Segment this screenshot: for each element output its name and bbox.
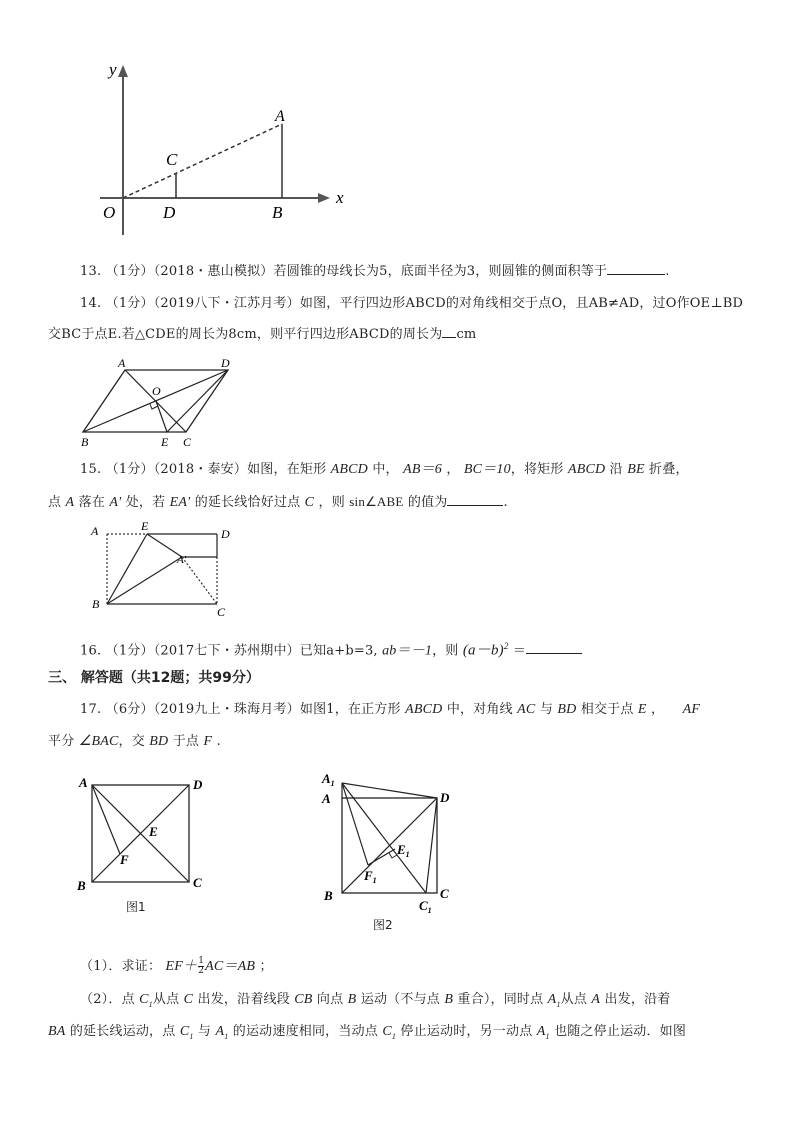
q17-part2-line1 [80, 990, 748, 1015]
label-a: A [275, 108, 285, 125]
label-d: D [221, 356, 230, 370]
label-b: B [92, 597, 100, 611]
label-e1: $E_1$ [397, 842, 410, 859]
label-a: A [91, 524, 99, 538]
q17-text: 于点 [172, 734, 200, 749]
q16-source: （2017七下・苏州期中） [153, 643, 300, 659]
q13-end: . [665, 264, 670, 279]
label-c: C [166, 150, 178, 169]
segment-a1-c1 [342, 783, 426, 893]
dotted-a1c [182, 557, 217, 604]
q14-source: （2019八下・江苏月考） [153, 296, 300, 311]
q17-p2-text: 停止运动时，另一动点 [400, 1024, 533, 1039]
label-o: O [152, 384, 161, 398]
q17-p2-text: 出发，沿着线段 [197, 992, 290, 1007]
q16-eq: ＝ [512, 643, 527, 659]
q15-be: BE [627, 462, 645, 477]
q17-p2-text: 与 [197, 1024, 212, 1039]
figure-2 [318, 765, 478, 915]
segment-b-d [342, 798, 437, 893]
q15-text: 点 [48, 495, 62, 510]
segment-ba1 [107, 557, 182, 604]
a1-symbol: $A_1$ [547, 992, 561, 1009]
q15-text: 处，若 [125, 495, 166, 510]
q13-answer-blank [607, 262, 665, 275]
q16-ab: ab＝－1 [382, 643, 433, 659]
b-symbol: B [347, 992, 357, 1007]
q15-a1: A' [109, 495, 122, 510]
q16-number: 16. [80, 643, 102, 659]
parallelogram-figure [78, 355, 238, 455]
q15-bc: BC＝10 [463, 462, 511, 477]
q15-number: 15. [80, 462, 102, 477]
q17-p2-text: 的延长线运动，点 [69, 1024, 176, 1039]
label-c: C [440, 886, 449, 901]
c1-symbol: $C_1$ [382, 1024, 397, 1041]
segment-d-c1 [426, 798, 437, 893]
segment-be [107, 534, 147, 604]
q15-text: 如图，在矩形 [247, 462, 327, 477]
q17-score: （6分） [105, 702, 154, 717]
q17-bd: BD [149, 734, 169, 749]
label-f1: $F_1$ [364, 868, 377, 885]
q13-source: （2018・惠山模拟） [153, 264, 274, 279]
q14-text1: 如图，平行四边形ABCD的对角线相交于点O，且AB≠AD，过O作OE⊥BD [299, 296, 744, 311]
q13-text: 若圆锥的母线长为5，底面半径为3，则圆锥的侧面积等于 [273, 264, 608, 279]
q17-text: ，交 [118, 734, 145, 749]
figure-2-caption: 图2 [373, 918, 393, 932]
question-16 [80, 636, 748, 661]
q17-af: AF [682, 702, 701, 717]
a1-symbol: $A_1$ [215, 1024, 229, 1041]
segment-af [92, 785, 120, 854]
dashed-oa [123, 124, 282, 198]
q17-number: 17. [80, 702, 102, 717]
q15-text: 沿 [609, 462, 623, 477]
figure-1 [72, 770, 222, 920]
label-b: B [272, 203, 283, 222]
y-arrow [118, 65, 128, 77]
q15-abcd: ABCD [330, 462, 368, 477]
label-c: C [217, 605, 226, 618]
label-a: A [322, 791, 331, 806]
q15-ab: AB＝6 [403, 462, 442, 477]
label-x: x [336, 188, 344, 207]
q17-part2-line2 [48, 1022, 748, 1047]
a-symbol: A [591, 992, 601, 1007]
q15-c: C [304, 495, 315, 510]
c1-symbol: $C_1$ [179, 1024, 194, 1041]
q17-p1-end: ； [259, 959, 273, 974]
q15-source: （2018・泰安） [153, 462, 248, 477]
q17-text: 平分 [48, 734, 75, 749]
q14-number: 14. [80, 296, 102, 311]
question-17-line1 [80, 700, 748, 720]
frac-num: 1 [198, 956, 205, 966]
q17-p2-text: 的运动速度相同，当动点 [232, 1024, 378, 1039]
label-f: F [120, 852, 129, 867]
q14-text2: 交BC于点E.若△CDE的周长为8cm，则平行四边形ABCD的周长为 [48, 327, 443, 342]
label-y: y [109, 60, 117, 79]
label-d: D [440, 790, 450, 805]
q17-p2-text: 也随之停止运动．如图 [554, 1024, 687, 1039]
q17-text: 相交于点 [580, 702, 634, 717]
q15-answer-blank [447, 493, 503, 506]
b-symbol: B [444, 992, 454, 1007]
q17-p2-text: 从点 [152, 992, 180, 1007]
q15-text: ，则 [318, 495, 345, 510]
cb-symbol: CB [294, 992, 313, 1007]
label-c: C [193, 875, 202, 890]
c-symbol: C [183, 992, 194, 1007]
q17-text: 如图1，在正方形 [299, 702, 401, 717]
segment-a1-f1 [342, 783, 368, 865]
question-15-line2 [48, 492, 748, 513]
q15-end: . [503, 495, 508, 510]
question-13 [80, 262, 748, 282]
label-b: B [77, 878, 86, 893]
q17-p2-text: 重合），同时点 [457, 992, 544, 1007]
q15-ea1: EA' [169, 495, 191, 510]
q15-text: ，将矩形 [510, 462, 564, 477]
q15-text: 中， [372, 462, 399, 477]
a1-symbol: $A_1$ [536, 1024, 550, 1041]
x-arrow [318, 193, 330, 203]
figure-1-caption: 图1 [126, 900, 146, 914]
q15-text: 的值为 [407, 495, 448, 510]
q15-text: 落在 [78, 495, 106, 510]
label-b: B [81, 435, 89, 449]
rectangle-fold-figure [85, 518, 245, 618]
q14-answer-blank [442, 325, 456, 338]
label-c1: $C_1$ [419, 898, 432, 915]
question-14-line1 [80, 294, 748, 314]
q16-expr: (a－b) [462, 642, 504, 659]
q17-p2-text: 出发，沿着 [604, 992, 671, 1007]
ba-symbol: BA [48, 1024, 66, 1039]
q17-bac: ∠BAC [78, 734, 119, 749]
label-a1: A' [177, 554, 187, 566]
q15-text: 折叠， [649, 462, 689, 477]
label-o: O [103, 203, 116, 222]
q16-score: （1分） [105, 643, 154, 659]
q17-f: F [203, 734, 213, 749]
q17-p2-text: 向点 [316, 992, 344, 1007]
q15-abcd: ABCD [567, 462, 606, 477]
q17-e: E [637, 702, 647, 717]
q17-bd: BD [557, 702, 577, 717]
q17-p1-rhs: AC＝AB [205, 959, 256, 974]
frac-den: 2 [198, 966, 205, 976]
q15-text: 的延长线恰好过点 [194, 495, 301, 510]
q14-score: （1分） [105, 296, 154, 311]
q15-score: （1分） [105, 462, 154, 477]
label-d: D [193, 777, 203, 792]
label-a: A [79, 775, 88, 790]
q15-sin: sin∠ABE [349, 494, 404, 509]
q15-sep: ， [446, 462, 460, 477]
q17-p2-text: 从点 [560, 992, 588, 1007]
q17-sep: ， [651, 702, 665, 717]
label-d: D [163, 203, 176, 222]
q14-unit: cm [456, 327, 477, 342]
q13-number: 13. [80, 264, 102, 279]
label-e: E [141, 519, 149, 533]
q17-ac: AC [517, 702, 536, 717]
q17-text: . [216, 734, 221, 749]
coordinate-figure [90, 55, 360, 245]
q17-p1-label: （1）．求证： [80, 959, 162, 974]
q16-answer-blank [526, 641, 582, 654]
label-a1: $A_1$ [322, 771, 335, 788]
q17-text: 中，对角线 [446, 702, 513, 717]
q17-text: 与 [539, 702, 554, 717]
q16-text: 已知a+b=3, [299, 643, 378, 659]
fraction-half [198, 957, 204, 976]
segment-de [167, 370, 228, 432]
label-a: A [118, 356, 126, 370]
label-b: B [324, 888, 333, 903]
q17-p2-text: （2）．点 [80, 992, 135, 1007]
q17-source: （2019九上・珠海月考） [153, 702, 300, 717]
q16-sup: 2 [503, 641, 509, 651]
question-17-line2 [48, 732, 748, 752]
q15-a: A [65, 495, 75, 510]
label-d: D [221, 527, 230, 541]
segment-a1-d [342, 783, 437, 798]
q17-p2-text: 运动（不与点 [360, 992, 440, 1007]
q17-p1-lhs: EF＋ [165, 959, 198, 974]
question-15-line1 [80, 460, 748, 480]
label-c: C [183, 435, 192, 449]
section-title: 三、 解答题（共12题；共99分） [48, 670, 260, 686]
q17-abcd: ABCD [405, 702, 443, 717]
label-e: E [149, 824, 158, 839]
c1-symbol: $C_1$ [139, 992, 153, 1009]
q13-score: （1分） [105, 264, 154, 279]
q17-part1 [80, 957, 748, 977]
q16-text: ，则 [432, 643, 459, 659]
label-e: E [161, 435, 169, 449]
question-14-line2 [48, 325, 748, 345]
